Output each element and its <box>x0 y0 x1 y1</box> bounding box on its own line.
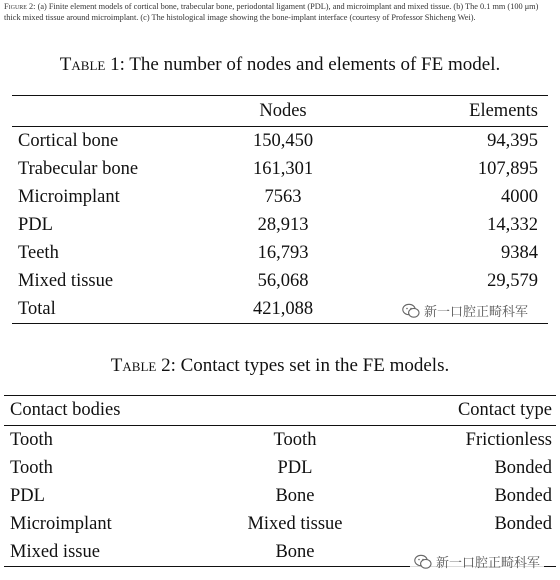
table-cell: 28,913 <box>257 214 309 235</box>
table-cell: Cortical bone <box>18 130 119 151</box>
table2-header-row <box>4 396 556 426</box>
table-cell: Frictionless <box>465 429 552 450</box>
table1-title-label: Table 1: <box>59 54 125 75</box>
wechat-icon <box>414 554 432 570</box>
wechat-icon <box>402 303 420 319</box>
table2-title-label: Table 2: <box>110 355 176 376</box>
table-cell: Trabecular bone <box>18 158 139 179</box>
table-row <box>4 426 556 455</box>
table1-title-text: The number of nodes and elements of FE model. <box>129 54 501 75</box>
table-cell: 56,068 <box>257 270 309 291</box>
table-cell: Bone <box>275 485 315 506</box>
table2-header-cell <box>200 396 390 426</box>
table-row <box>12 155 548 183</box>
table-cell: 150,450 <box>252 130 314 151</box>
table-cell: 4000 <box>501 186 538 207</box>
table-cell: Microimplant <box>18 186 120 207</box>
caption-text: (a) Finite element models of cortical bone, trabecular bone, periodontal ligament (PDL), and microimplant and mixed tissue. (b) The 0.1 mm (100 μm) thick mixed tissue around microimplant. (c) The histological image showing the bone-implant interface (courtesy of Professor Shicheng Wei). <box>4 2 539 22</box>
table-cell: Tooth <box>10 457 53 478</box>
table-row <box>4 482 556 510</box>
table-cell: Bonded <box>494 513 552 534</box>
table-cell: 16,793 <box>257 242 309 263</box>
table-row <box>12 211 548 239</box>
caption-label: Figure 2: <box>4 2 36 11</box>
table-cell: 9384 <box>501 242 538 263</box>
table-cell: 7563 <box>264 186 302 207</box>
table-cell: Mixed tissue <box>247 513 343 534</box>
watermark-text: 新一口腔正畸科军 <box>424 305 529 320</box>
table-row <box>12 183 548 211</box>
table-row <box>12 127 548 156</box>
table1-header-cell <box>12 96 198 127</box>
table-row <box>4 510 556 538</box>
table-cell: PDL <box>18 214 53 235</box>
table-cell: 421,088 <box>198 295 368 324</box>
watermark <box>398 300 532 321</box>
table-cell: Bonded <box>494 485 552 506</box>
table-cell: PDL <box>277 457 313 478</box>
table-row <box>12 267 548 295</box>
table2 <box>4 395 556 567</box>
table-cell: 29,579 <box>487 270 538 291</box>
table1-header-cell: Nodes <box>198 96 368 127</box>
table-cell: PDL <box>10 485 45 506</box>
table-cell: Bonded <box>494 457 552 478</box>
table-cell: 14,332 <box>487 214 538 235</box>
table-cell: Mixed tissue <box>18 270 114 291</box>
table-cell: Tooth <box>10 429 53 450</box>
table-cell: Bone <box>200 538 390 567</box>
table2-header-cell: Contact type <box>390 396 556 426</box>
table1 <box>12 95 548 324</box>
table-cell: Tooth <box>273 429 317 450</box>
table2-title-text: Contact types set in the FE models. <box>180 355 450 376</box>
table-cell: 161,301 <box>252 158 314 179</box>
table2-header-cell: Contact bodies <box>4 396 200 426</box>
table-cell: 107,895 <box>477 158 538 179</box>
table1-header-cell: Elements <box>368 96 548 127</box>
table-cell: 94,395 <box>487 130 538 151</box>
table1-header-row <box>12 96 548 127</box>
table-row <box>12 239 548 267</box>
table-cell: Microimplant <box>10 513 112 534</box>
figure-caption <box>4 2 556 23</box>
table-cell: Teeth <box>18 242 59 263</box>
table-cell: Total <box>12 295 198 324</box>
table-cell: Mixed issue <box>4 538 200 567</box>
watermark <box>410 551 544 572</box>
watermark-text: 新一口腔正畸科军 <box>436 556 541 571</box>
table1-title <box>0 54 560 76</box>
table-row <box>4 454 556 482</box>
table2-title <box>0 355 560 377</box>
